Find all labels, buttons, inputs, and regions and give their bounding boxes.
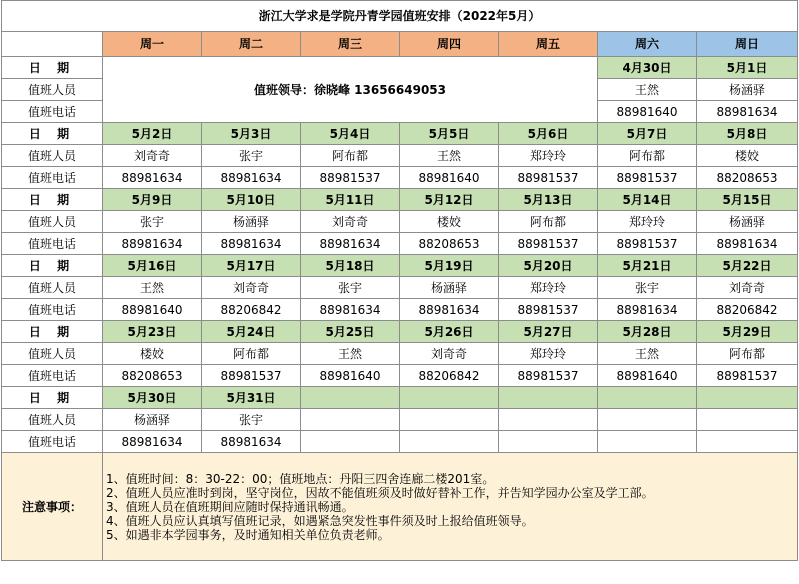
staff-cell: 郑玲玲	[598, 211, 697, 233]
day-header-fri: 周五	[499, 32, 598, 57]
staff-cell: 郑玲玲	[499, 343, 598, 365]
header-corner	[2, 32, 103, 57]
date-cell: 5月30日	[103, 387, 202, 409]
staff-cell: 张宇	[202, 145, 301, 167]
phone-cell: 88981640	[103, 299, 202, 321]
date-cell: 5月29日	[697, 321, 798, 343]
phone-row-label: 值班电话	[2, 233, 103, 255]
note-item: 3、值班人员在值班期间应随时保持通讯畅通。	[106, 499, 354, 514]
staff-row-label: 值班人员	[2, 145, 103, 167]
date-cell: 5月5日	[400, 123, 499, 145]
phone-cell: 88981640	[301, 365, 400, 387]
phone-cell: 88981634	[202, 233, 301, 255]
date-cell: 5月2日	[103, 123, 202, 145]
date-row-label: 日 期	[2, 321, 103, 343]
date-row-label: 日 期	[2, 57, 103, 79]
duty-schedule-table	[1, 0, 798, 561]
staff-cell	[598, 409, 697, 431]
staff-row-label: 值班人员	[2, 343, 103, 365]
phone-cell: 88206842	[202, 299, 301, 321]
phone-cell: 88981634	[598, 299, 697, 321]
date-cell: 5月31日	[202, 387, 301, 409]
date-cell: 5月20日	[499, 255, 598, 277]
staff-cell: 楼姣	[103, 343, 202, 365]
staff-cell: 杨涵驿	[697, 79, 798, 101]
staff-cell: 刘奇奇	[202, 277, 301, 299]
date-cell: 5月25日	[301, 321, 400, 343]
date-cell	[598, 387, 697, 409]
phone-row-label: 值班电话	[2, 431, 103, 453]
day-header-wed: 周三	[301, 32, 400, 57]
date-cell: 5月21日	[598, 255, 697, 277]
phone-cell: 88981537	[499, 167, 598, 189]
duty-leader: 值班领导：徐晓峰 13656649053	[103, 57, 598, 123]
phone-cell: 88208653	[103, 365, 202, 387]
day-header-sat: 周六	[598, 32, 697, 57]
phone-cell: 88981640	[598, 101, 697, 123]
date-cell: 5月11日	[301, 189, 400, 211]
note-item: 5、如遇非本学园事务，及时通知相关单位负责老师。	[106, 527, 390, 542]
date-cell	[301, 387, 400, 409]
date-cell: 5月12日	[400, 189, 499, 211]
staff-cell: 阿布都	[301, 145, 400, 167]
phone-cell: 88981634	[301, 233, 400, 255]
phone-cell: 88208653	[697, 167, 798, 189]
phone-cell: 88981537	[697, 365, 798, 387]
phone-cell: 88206842	[697, 299, 798, 321]
phone-row-label: 值班电话	[2, 101, 103, 123]
phone-cell	[499, 431, 598, 453]
staff-cell: 杨涵驿	[103, 409, 202, 431]
date-cell: 5月4日	[301, 123, 400, 145]
staff-cell: 杨涵驿	[697, 211, 798, 233]
staff-cell: 楼姣	[400, 211, 499, 233]
staff-cell: 杨涵驿	[202, 211, 301, 233]
phone-cell: 88981634	[103, 431, 202, 453]
date-cell: 5月1日	[697, 57, 798, 79]
phone-cell: 88981634	[697, 233, 798, 255]
staff-cell: 郑玲玲	[499, 277, 598, 299]
staff-cell: 王然	[598, 79, 697, 101]
staff-row-label: 值班人员	[2, 211, 103, 233]
phone-cell: 88981640	[400, 167, 499, 189]
date-row-label: 日 期	[2, 387, 103, 409]
date-cell: 5月13日	[499, 189, 598, 211]
date-cell: 5月28日	[598, 321, 697, 343]
date-cell: 5月14日	[598, 189, 697, 211]
date-cell: 5月6日	[499, 123, 598, 145]
day-header-sun: 周日	[697, 32, 798, 57]
staff-cell: 张宇	[202, 409, 301, 431]
staff-cell: 刘奇奇	[103, 145, 202, 167]
staff-cell: 楼姣	[697, 145, 798, 167]
phone-cell: 88208653	[400, 233, 499, 255]
phone-cell: 88981537	[499, 233, 598, 255]
staff-row-label: 值班人员	[2, 409, 103, 431]
date-cell	[697, 387, 798, 409]
staff-cell: 王然	[598, 343, 697, 365]
staff-cell	[400, 409, 499, 431]
staff-cell: 王然	[400, 145, 499, 167]
staff-cell: 杨涵驿	[400, 277, 499, 299]
page-title: 浙江大学求是学院丹青学园值班安排（2022年5月）	[2, 1, 798, 32]
date-cell: 5月17日	[202, 255, 301, 277]
phone-cell: 88981634	[202, 167, 301, 189]
staff-cell: 张宇	[598, 277, 697, 299]
date-cell: 5月22日	[697, 255, 798, 277]
date-row-label: 日 期	[2, 123, 103, 145]
phone-cell: 88981634	[202, 431, 301, 453]
date-cell: 5月19日	[400, 255, 499, 277]
staff-cell: 郑玲玲	[499, 145, 598, 167]
phone-cell	[697, 431, 798, 453]
date-cell: 5月27日	[499, 321, 598, 343]
staff-row-label: 值班人员	[2, 277, 103, 299]
phone-cell: 88981537	[598, 167, 697, 189]
phone-cell: 88981537	[598, 233, 697, 255]
phone-cell: 88981634	[697, 101, 798, 123]
staff-cell: 阿布都	[202, 343, 301, 365]
phone-cell: 88206842	[400, 365, 499, 387]
notes-list	[103, 453, 798, 561]
staff-cell: 刘奇奇	[301, 211, 400, 233]
date-cell: 5月8日	[697, 123, 798, 145]
phone-cell	[400, 431, 499, 453]
staff-cell	[697, 409, 798, 431]
date-cell: 5月10日	[202, 189, 301, 211]
phone-row-label: 值班电话	[2, 299, 103, 321]
date-cell	[499, 387, 598, 409]
phone-cell	[301, 431, 400, 453]
staff-cell: 阿布都	[697, 343, 798, 365]
day-header-thu: 周四	[400, 32, 499, 57]
staff-cell: 阿布都	[499, 211, 598, 233]
phone-cell: 88981537	[499, 365, 598, 387]
phone-row-label: 值班电话	[2, 167, 103, 189]
date-cell: 5月3日	[202, 123, 301, 145]
date-cell: 5月26日	[400, 321, 499, 343]
date-cell: 5月16日	[103, 255, 202, 277]
phone-row-label: 值班电话	[2, 365, 103, 387]
staff-cell: 王然	[301, 343, 400, 365]
date-cell: 5月7日	[598, 123, 697, 145]
date-row-label: 日 期	[2, 255, 103, 277]
date-cell	[400, 387, 499, 409]
phone-cell: 88981634	[301, 299, 400, 321]
notes-label: 注意事项：	[2, 453, 103, 561]
staff-cell: 刘奇奇	[697, 277, 798, 299]
phone-cell: 88981537	[499, 299, 598, 321]
date-cell: 5月15日	[697, 189, 798, 211]
date-row-label: 日 期	[2, 189, 103, 211]
date-cell: 5月9日	[103, 189, 202, 211]
phone-cell	[598, 431, 697, 453]
date-cell: 5月18日	[301, 255, 400, 277]
staff-cell	[499, 409, 598, 431]
staff-cell	[301, 409, 400, 431]
date-cell: 5月23日	[103, 321, 202, 343]
staff-cell: 刘奇奇	[400, 343, 499, 365]
phone-cell: 88981640	[598, 365, 697, 387]
phone-cell: 88981634	[103, 233, 202, 255]
note-item: 2、值班人员应准时到岗，坚守岗位，因故不能值班须及时做好替补工作，并告知学园办公室及学工部。	[106, 485, 654, 500]
day-header-mon: 周一	[103, 32, 202, 57]
phone-cell: 88981634	[400, 299, 499, 321]
day-header-tue: 周二	[202, 32, 301, 57]
note-item: 1、值班时间：8：30-22：00；值班地点：丹阳三四舍连廊二楼201室。	[106, 471, 495, 486]
staff-cell: 张宇	[301, 277, 400, 299]
phone-cell: 88981634	[103, 167, 202, 189]
date-cell: 5月24日	[202, 321, 301, 343]
staff-cell: 王然	[103, 277, 202, 299]
date-cell: 4月30日	[598, 57, 697, 79]
staff-row-label: 值班人员	[2, 79, 103, 101]
phone-cell: 88981537	[301, 167, 400, 189]
note-item: 4、值班人员应认真填写值班记录，如遇紧急突发性事件须及时上报给值班领导。	[106, 513, 534, 528]
staff-cell: 阿布都	[598, 145, 697, 167]
phone-cell: 88981537	[202, 365, 301, 387]
staff-cell: 张宇	[103, 211, 202, 233]
